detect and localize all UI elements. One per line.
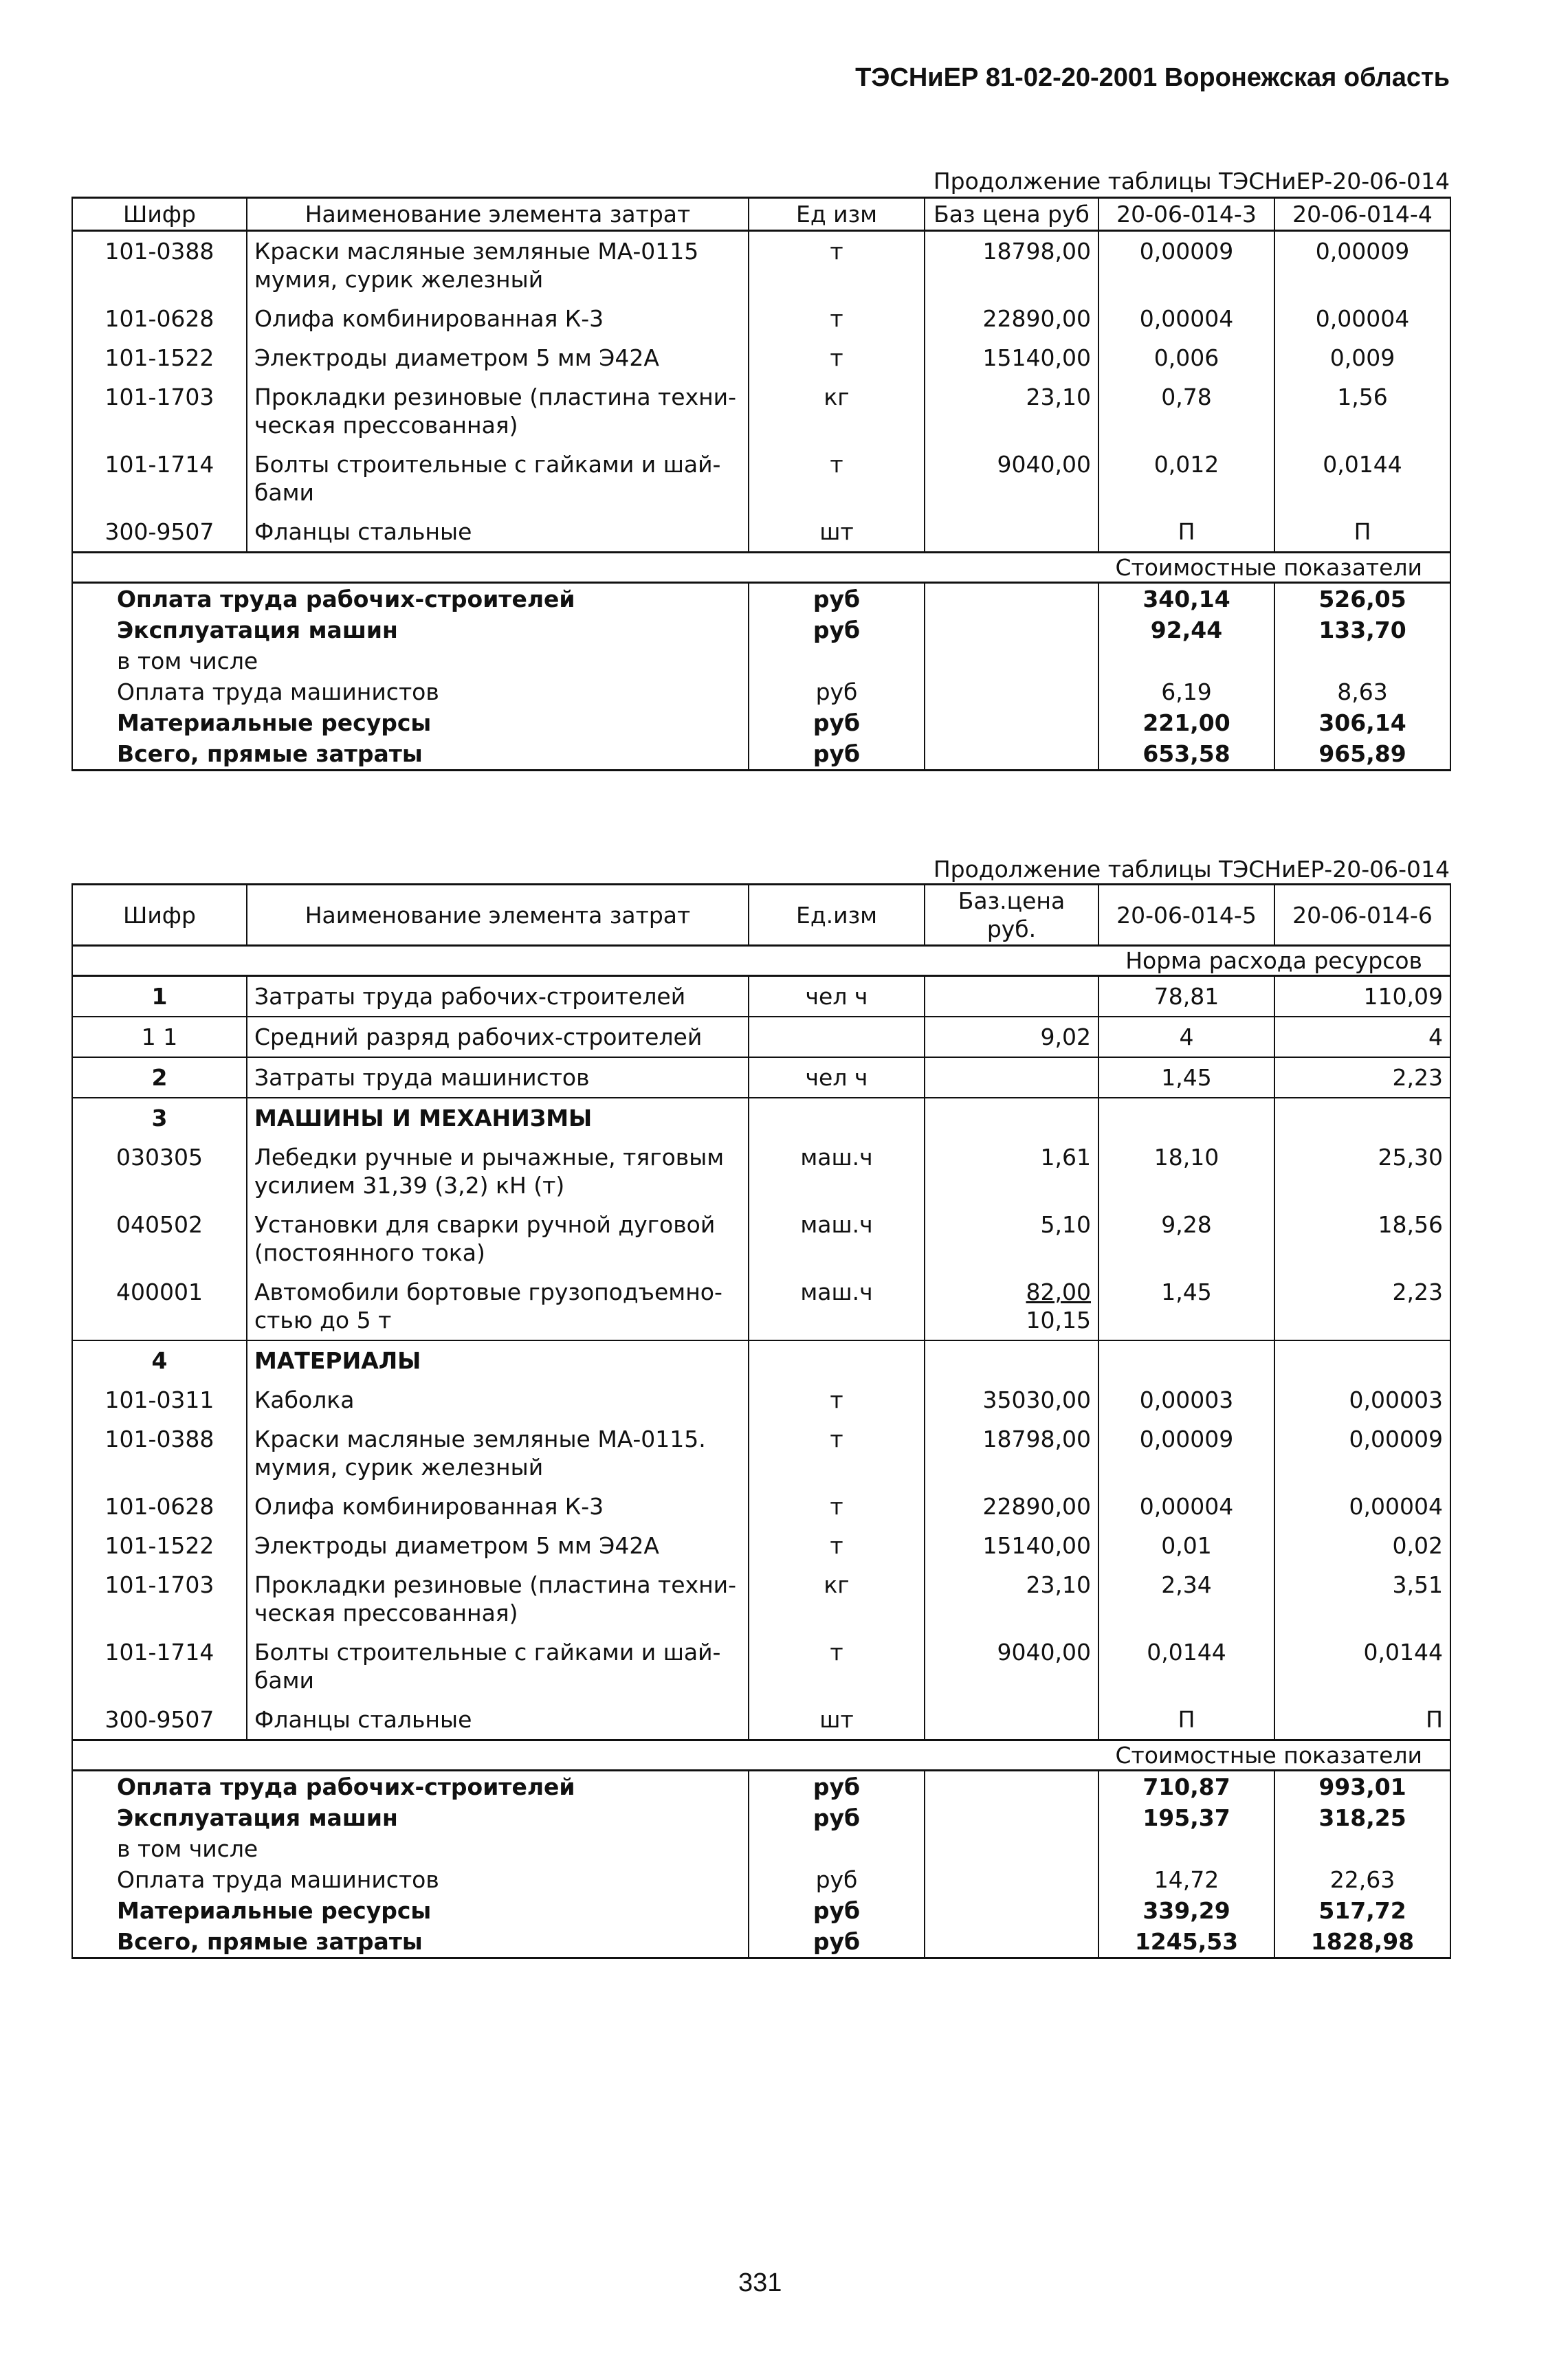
norm-banner: Норма расхода ресурсов <box>72 946 1450 976</box>
row-value-2: П <box>1274 512 1450 553</box>
summary-value-1: 14,72 <box>1098 1864 1274 1895</box>
row-value-1: 0,78 <box>1098 377 1274 445</box>
summary-value-2: 133,70 <box>1274 615 1450 645</box>
summary-value-1: 1245,53 <box>1098 1926 1274 1958</box>
row-code: 101-1703 <box>72 1565 247 1633</box>
summary-unit: руб <box>749 1895 925 1926</box>
header-name: Наименование элемента затрат <box>247 198 749 231</box>
table2-continuation-caption: Продолжение таблицы ТЭСНиЕР-20-06-014 <box>933 856 1450 883</box>
header-col-2: 20-06-014-6 <box>1274 885 1450 946</box>
table-row <box>72 1633 1450 1700</box>
summary-label: Материальные ресурсы <box>72 1895 749 1926</box>
row-value-1: 18,10 <box>1098 1138 1274 1205</box>
summary-unit: руб <box>749 707 925 738</box>
row-value-2: 0,0144 <box>1274 445 1450 512</box>
cost-banner: Стоимостные показатели <box>72 1740 1450 1771</box>
row-value-2: 110,09 <box>1274 976 1450 1017</box>
row-code: 101-1714 <box>72 1633 247 1700</box>
summary-value-1: 6,19 <box>1098 676 1274 707</box>
summary-label: Материальные ресурсы <box>72 707 749 738</box>
summary-row <box>72 615 1450 645</box>
summary-unit: руб <box>749 1771 925 1803</box>
row-code: 300-9507 <box>72 1700 247 1740</box>
row-name: Краски масляные земляные МА-0115. мумия, сурик железный <box>247 1419 749 1487</box>
summary-value-2: 8,63 <box>1274 676 1450 707</box>
summary-label: Эксплуатация машин <box>72 1802 749 1833</box>
header-unit: Ед.изм <box>749 885 925 946</box>
row-price-numerator: 82,00 <box>1026 1279 1091 1305</box>
table-row <box>72 1380 1450 1419</box>
table1-continuation-caption: Продолжение таблицы ТЭСНиЕР-20-06-014 <box>933 168 1450 195</box>
table-header-row <box>72 198 1450 231</box>
row-name: Болты строительные с гайками и шай-бами <box>247 1633 749 1700</box>
row-unit: т <box>749 1419 925 1487</box>
row-price: 23,10 <box>925 1565 1098 1633</box>
row-code: 101-0628 <box>72 1487 247 1526</box>
row-name: Средний разряд рабочих-строителей <box>247 1017 749 1057</box>
row-value-2: 4 <box>1274 1017 1450 1057</box>
row-unit <box>749 1098 925 1138</box>
row-price-denominator: 10,15 <box>1026 1307 1091 1334</box>
summary-value-2: 526,05 <box>1274 583 1450 615</box>
row-code: 101-1703 <box>72 377 247 445</box>
row-price <box>925 1700 1098 1740</box>
row-price: 1,61 <box>925 1138 1098 1205</box>
summary-unit: руб <box>749 583 925 615</box>
table-row <box>72 976 1450 1017</box>
summary-row <box>72 1802 1450 1833</box>
summary-value-1 <box>1098 1833 1274 1864</box>
row-code: 101-1522 <box>72 1526 247 1565</box>
row-value-2: 0,0144 <box>1274 1633 1450 1700</box>
row-code: 101-0388 <box>72 231 247 300</box>
document-header: ТЭСНиЕР 81-02-20-2001 Воронежская область <box>855 63 1450 92</box>
summary-row <box>72 676 1450 707</box>
row-value-2: 0,00009 <box>1274 1419 1450 1487</box>
row-name: Электроды диаметром 5 мм Э42А <box>247 338 749 377</box>
summary-label: Оплата труда машинистов <box>72 676 749 707</box>
row-unit: т <box>749 231 925 300</box>
row-unit: т <box>749 1380 925 1419</box>
summary-unit <box>749 1833 925 1864</box>
summary-price <box>925 1802 1098 1833</box>
row-name: Краски масляные земляные МА-0115 мумия, сурик железный <box>247 231 749 300</box>
row-value-1: 0,00009 <box>1098 1419 1274 1487</box>
summary-price <box>925 1895 1098 1926</box>
summary-row <box>72 707 1450 738</box>
row-value-2: 0,009 <box>1274 338 1450 377</box>
row-value-2: 3,51 <box>1274 1565 1450 1633</box>
cost-banner: Стоимостные показатели <box>72 553 1450 583</box>
row-value-2: 1,56 <box>1274 377 1450 445</box>
summary-price <box>925 583 1098 615</box>
row-unit: чел ч <box>749 976 925 1017</box>
table-row <box>72 512 1450 553</box>
row-unit: маш.ч <box>749 1138 925 1205</box>
summary-value-2: 22,63 <box>1274 1864 1450 1895</box>
summary-price <box>925 676 1098 707</box>
header-price: Баз цена руб <box>925 198 1098 231</box>
summary-price <box>925 738 1098 771</box>
row-unit: т <box>749 1487 925 1526</box>
row-name: Каболка <box>247 1380 749 1419</box>
row-name: Лебедки ручные и рычажные, тяговым усилием 31,39 (3,2) кН (т) <box>247 1138 749 1205</box>
table-row <box>72 1272 1450 1340</box>
row-code: 1 <box>72 976 247 1017</box>
table2-body <box>72 885 1450 1958</box>
row-value-1: 9,28 <box>1098 1205 1274 1272</box>
page-number: 331 <box>738 2268 782 2297</box>
row-name: Прокладки резиновые (пластина техни-ческая прессованная) <box>247 377 749 445</box>
row-value-1: 0,006 <box>1098 338 1274 377</box>
summary-value-2 <box>1274 1833 1450 1864</box>
summary-value-1 <box>1098 645 1274 676</box>
row-value-2: 0,02 <box>1274 1526 1450 1565</box>
row-price <box>925 1098 1098 1138</box>
row-value-2: 2,23 <box>1274 1057 1450 1098</box>
row-name: МАТЕРИАЛЫ <box>247 1340 749 1380</box>
row-price: 15140,00 <box>925 1526 1098 1565</box>
table-row <box>72 338 1450 377</box>
header-code: Шифр <box>72 885 247 946</box>
summary-row <box>72 1926 1450 1958</box>
row-price <box>925 1057 1098 1098</box>
table-row <box>72 1205 1450 1272</box>
row-code: 101-0628 <box>72 299 247 338</box>
row-unit: маш.ч <box>749 1272 925 1340</box>
row-value-1: П <box>1098 1700 1274 1740</box>
table-row <box>72 1340 1450 1380</box>
summary-unit: руб <box>749 676 925 707</box>
row-name: Затраты труда рабочих-строителей <box>247 976 749 1017</box>
summary-label: Всего, прямые затраты <box>72 738 749 771</box>
row-value-2: 25,30 <box>1274 1138 1450 1205</box>
cost-banner-row <box>72 1740 1450 1771</box>
header-col-1: 20-06-014-3 <box>1098 198 1274 231</box>
row-name: МАШИНЫ И МЕХАНИЗМЫ <box>247 1098 749 1138</box>
row-value-1: 2,34 <box>1098 1565 1274 1633</box>
row-value-2: 0,00003 <box>1274 1380 1450 1419</box>
summary-value-2: 306,14 <box>1274 707 1450 738</box>
summary-label: Всего, прямые затраты <box>72 1926 749 1958</box>
row-unit: шт <box>749 1700 925 1740</box>
summary-value-2: 318,25 <box>1274 1802 1450 1833</box>
summary-value-1: 653,58 <box>1098 738 1274 771</box>
row-name: Олифа комбинированная К-3 <box>247 299 749 338</box>
table-row <box>72 377 1450 445</box>
header-code: Шифр <box>72 198 247 231</box>
summary-label: Эксплуатация машин <box>72 615 749 645</box>
summary-unit: руб <box>749 1926 925 1958</box>
summary-unit <box>749 645 925 676</box>
summary-row <box>72 1895 1450 1926</box>
row-unit: чел ч <box>749 1057 925 1098</box>
summary-row <box>72 1833 1450 1864</box>
row-unit: шт <box>749 512 925 553</box>
row-price: 9,02 <box>925 1017 1098 1057</box>
row-value-1: 0,00004 <box>1098 1487 1274 1526</box>
summary-label: Оплата труда машинистов <box>72 1864 749 1895</box>
row-value-2: 0,00009 <box>1274 231 1450 300</box>
row-price <box>925 512 1098 553</box>
row-value-1: П <box>1098 512 1274 553</box>
summary-label: Оплата труда рабочих-строителей <box>72 583 749 615</box>
row-unit: кг <box>749 1565 925 1633</box>
row-value-1: 0,012 <box>1098 445 1274 512</box>
row-name: Автомобили бортовые грузоподъемно-стью до 5 т <box>247 1272 749 1340</box>
table-row <box>72 1419 1450 1487</box>
row-price <box>925 1272 1098 1340</box>
row-value-1: 0,00004 <box>1098 299 1274 338</box>
summary-value-1: 710,87 <box>1098 1771 1274 1803</box>
row-name: Олифа комбинированная К-3 <box>247 1487 749 1526</box>
row-name: Прокладки резиновые (пластина техни-ческая прессованная) <box>247 1565 749 1633</box>
row-value-1: 0,0144 <box>1098 1633 1274 1700</box>
summary-row <box>72 738 1450 771</box>
row-value-1 <box>1098 1340 1274 1380</box>
summary-label: в том числе <box>72 645 749 676</box>
row-value-2 <box>1274 1340 1450 1380</box>
row-code: 101-0311 <box>72 1380 247 1419</box>
summary-price <box>925 615 1098 645</box>
header-unit: Ед изм <box>749 198 925 231</box>
row-price: 35030,00 <box>925 1380 1098 1419</box>
table-row <box>72 445 1450 512</box>
header-col-2: 20-06-014-4 <box>1274 198 1450 231</box>
summary-row <box>72 645 1450 676</box>
table-row <box>72 1057 1450 1098</box>
row-value-2: 0,00004 <box>1274 1487 1450 1526</box>
summary-unit: руб <box>749 1802 925 1833</box>
row-value-2: 18,56 <box>1274 1205 1450 1272</box>
table-row <box>72 231 1450 300</box>
summary-value-1: 195,37 <box>1098 1802 1274 1833</box>
row-price: 15140,00 <box>925 338 1098 377</box>
summary-price <box>925 645 1098 676</box>
row-price: 22890,00 <box>925 299 1098 338</box>
table-row <box>72 1700 1450 1740</box>
summary-value-2: 517,72 <box>1274 1895 1450 1926</box>
cost-banner-row <box>72 553 1450 583</box>
row-price: 23,10 <box>925 377 1098 445</box>
row-code: 1 1 <box>72 1017 247 1057</box>
row-value-1: 1,45 <box>1098 1057 1274 1098</box>
resource-table-2 <box>71 883 1451 1959</box>
table-row <box>72 1487 1450 1526</box>
row-value-1: 78,81 <box>1098 976 1274 1017</box>
row-code: 300-9507 <box>72 512 247 553</box>
resource-table-1 <box>71 197 1451 771</box>
row-name: Установки для сварки ручной дуговой (постоянного тока) <box>247 1205 749 1272</box>
table-row <box>72 299 1450 338</box>
row-price <box>925 1340 1098 1380</box>
summary-row <box>72 583 1450 615</box>
summary-label: в том числе <box>72 1833 749 1864</box>
summary-value-2: 1828,98 <box>1274 1926 1450 1958</box>
row-unit: маш.ч <box>749 1205 925 1272</box>
summary-value-1: 339,29 <box>1098 1895 1274 1926</box>
table-row <box>72 1138 1450 1205</box>
row-name: Фланцы стальные <box>247 1700 749 1740</box>
row-price <box>925 976 1098 1017</box>
table1-body <box>72 198 1450 771</box>
summary-value-1: 340,14 <box>1098 583 1274 615</box>
table-row <box>72 1098 1450 1138</box>
summary-value-2: 993,01 <box>1274 1771 1450 1803</box>
row-value-2: 2,23 <box>1274 1272 1450 1340</box>
row-unit <box>749 1340 925 1380</box>
row-price: 9040,00 <box>925 445 1098 512</box>
row-value-2: 0,00004 <box>1274 299 1450 338</box>
summary-value-1: 92,44 <box>1098 615 1274 645</box>
header-price: Баз.цена руб. <box>925 885 1098 946</box>
row-unit: т <box>749 299 925 338</box>
header-name: Наименование элемента затрат <box>247 885 749 946</box>
row-value-1: 0,00003 <box>1098 1380 1274 1419</box>
summary-unit: руб <box>749 738 925 771</box>
row-code: 3 <box>72 1098 247 1138</box>
row-unit <box>749 1017 925 1057</box>
summary-unit: руб <box>749 615 925 645</box>
row-price: 22890,00 <box>925 1487 1098 1526</box>
row-code: 101-0388 <box>72 1419 247 1487</box>
norm-banner-row <box>72 946 1450 976</box>
row-code: 040502 <box>72 1205 247 1272</box>
row-unit: т <box>749 1633 925 1700</box>
row-value-1: 1,45 <box>1098 1272 1274 1340</box>
summary-price <box>925 1864 1098 1895</box>
row-name: Фланцы стальные <box>247 512 749 553</box>
row-value-1: 4 <box>1098 1017 1274 1057</box>
table-row <box>72 1526 1450 1565</box>
table-row <box>72 1017 1450 1057</box>
header-col-1: 20-06-014-5 <box>1098 885 1274 946</box>
row-name: Электроды диаметром 5 мм Э42А <box>247 1526 749 1565</box>
row-name: Болты строительные с гайками и шай-бами <box>247 445 749 512</box>
row-code: 030305 <box>72 1138 247 1205</box>
summary-value-1: 221,00 <box>1098 707 1274 738</box>
summary-price <box>925 1926 1098 1958</box>
row-unit: кг <box>749 377 925 445</box>
row-code: 4 <box>72 1340 247 1380</box>
row-code: 101-1714 <box>72 445 247 512</box>
row-code: 400001 <box>72 1272 247 1340</box>
summary-value-2: 965,89 <box>1274 738 1450 771</box>
row-price: 18798,00 <box>925 1419 1098 1487</box>
row-unit: т <box>749 338 925 377</box>
row-price: 5,10 <box>925 1205 1098 1272</box>
summary-row <box>72 1864 1450 1895</box>
row-price: 18798,00 <box>925 231 1098 300</box>
summary-price <box>925 1833 1098 1864</box>
summary-price <box>925 1771 1098 1803</box>
table-header-row <box>72 885 1450 946</box>
row-code: 101-1522 <box>72 338 247 377</box>
row-unit: т <box>749 1526 925 1565</box>
row-value-2: П <box>1274 1700 1450 1740</box>
summary-row <box>72 1771 1450 1803</box>
row-value-1: 0,00009 <box>1098 231 1274 300</box>
row-name: Затраты труда машинистов <box>247 1057 749 1098</box>
summary-label: Оплата труда рабочих-строителей <box>72 1771 749 1803</box>
row-unit: т <box>749 445 925 512</box>
summary-price <box>925 707 1098 738</box>
row-code: 2 <box>72 1057 247 1098</box>
row-price: 9040,00 <box>925 1633 1098 1700</box>
table-row <box>72 1565 1450 1633</box>
summary-unit: руб <box>749 1864 925 1895</box>
row-value-2 <box>1274 1098 1450 1138</box>
row-value-1 <box>1098 1098 1274 1138</box>
row-value-1: 0,01 <box>1098 1526 1274 1565</box>
summary-value-2 <box>1274 645 1450 676</box>
